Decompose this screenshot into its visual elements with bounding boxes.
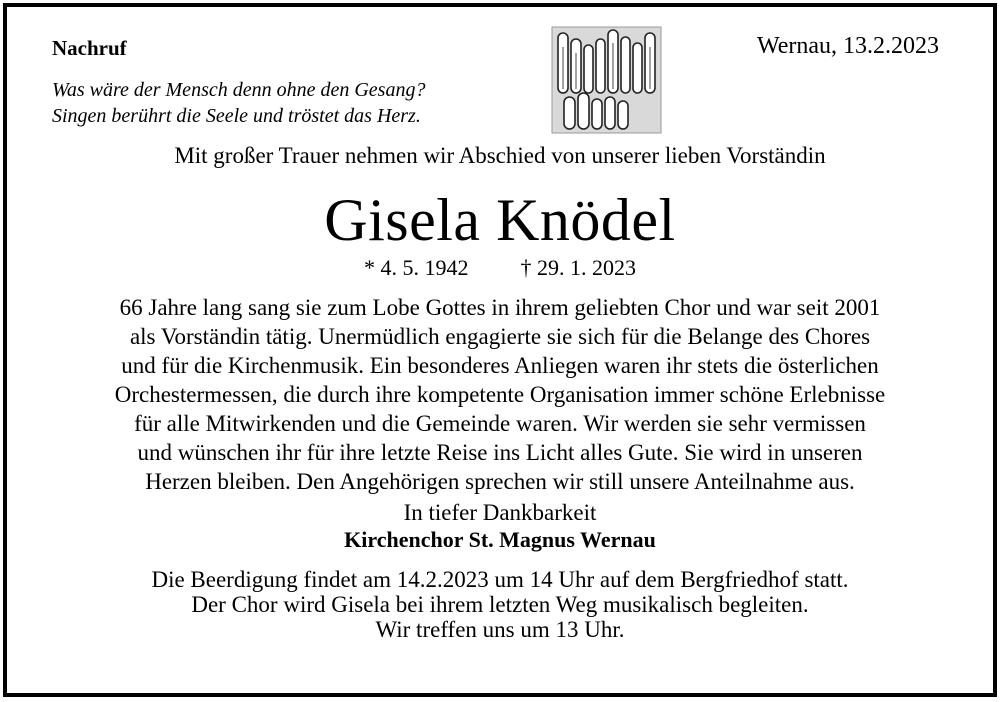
life-dates	[0, 255, 1000, 281]
motto	[52, 77, 425, 129]
motto-line: Was wäre der Mensch denn ohne den Gesang?	[52, 79, 426, 101]
death-date: † 29. 1. 2023	[520, 255, 636, 280]
text-line: und für die Kirchenmusik. Ein besonderes Anliegen waren ihr stets die österlichen	[121, 353, 879, 378]
place-date: Wernau, 13.2.2023	[756, 33, 939, 59]
text-line: für alle Mitwirkenden und die Gemeinde waren. Wir werden sie sehr vermissen	[134, 411, 866, 436]
motto-line: Singen berührt die Seele und tröstet das Herz.	[52, 105, 421, 127]
text-line: als Vorständin tätig. Unermüdlich engagierte sie sich für die Belange des Chores	[129, 324, 871, 349]
funeral-info	[0, 567, 1000, 642]
text-line: und wünschen ihr für ihre letzte Reise ins Licht alles Gute. Sie wird in unseren	[137, 440, 863, 465]
funeral-line: Die Beerdigung findet am 14.2.2023 um 14 Uhr auf dem Bergfriedhof statt.	[151, 567, 849, 592]
text-line: Herzen bleiben. Den Angehörigen sprechen wir still unsere Anteilnahme aus.	[145, 469, 855, 494]
obituary-text	[0, 293, 1000, 496]
text-line: 66 Jahre lang sang sie zum Lobe Gottes in ihrem geliebten Chor und war seit 2001	[119, 295, 881, 320]
text-line: Orchestermessen, die durch ihre kompetente Organisation immer schöne Erlebnisse	[114, 382, 886, 407]
deceased-name: Gisela Knödel	[324, 187, 676, 253]
intro-line: Mit großer Trauer nehmen wir Abschied von unserer lieben Vorständin	[174, 143, 826, 168]
signature: Kirchenchor St. Magnus Wernau	[344, 527, 656, 552]
funeral-line: Der Chor wird Gisela bei ihrem letzten Weg musikalisch begleiten.	[191, 592, 809, 617]
birth-date: * 4. 5. 1942	[364, 255, 469, 280]
closing-thanks: In tiefer Dankbarkeit	[403, 500, 597, 525]
organ-pipes-icon	[550, 25, 663, 135]
funeral-line: Wir treffen uns um 13 Uhr.	[375, 617, 625, 642]
notice-heading: Nachruf	[52, 36, 127, 60]
